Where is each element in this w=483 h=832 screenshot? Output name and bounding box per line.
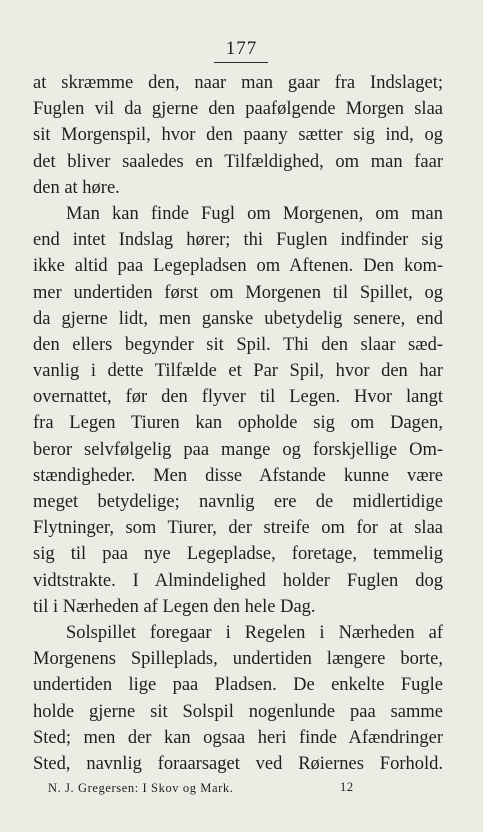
text-line: Sted, navnlig foraarsaget ved Røiernes Forhold.: [33, 753, 443, 774]
text-line: Sted; men der kan ogsaa heri finde Afændringer: [33, 727, 443, 748]
body-text: [33, 70, 443, 777]
text-line: undertiden lige paa Pladsen. De enkelte Fugle: [33, 675, 443, 696]
text-line: meget betydelige; navnlig ere de midlertidige: [33, 492, 443, 512]
text-line: ikke altid paa Legepladsen om Aftenen. Den kom-: [33, 256, 443, 277]
page-number-rule: [214, 62, 268, 63]
text-line: sig til paa nye Legepladse, foretage, temmelig: [33, 544, 443, 565]
text-line: vanlig i dette Tilfælde et Par Spil, hvor den har: [33, 361, 443, 382]
text-line: den ellers begynder sit Spil. Thi den slaar sæd-: [33, 334, 443, 355]
text-line: det bliver saaledes en Tilfældighed, om man faar: [33, 151, 443, 172]
text-line: Flytninger, som Tiurer, der streife om for at slaa: [33, 518, 443, 539]
signature-mark: 12: [340, 780, 354, 794]
page-number: 177: [225, 38, 258, 59]
text-line: overnattet, før den flyver til Legen. Hvor langt: [33, 387, 443, 408]
text-line: beror selvfølgelig paa mange og forskjellige Om-: [33, 439, 443, 460]
text-line: mer undertiden først om Morgenen til Spillet, og: [33, 282, 443, 303]
text-line: fra Legen Tiuren kan opholde sig om Dagen,: [33, 413, 443, 434]
text-line: holde gjerne sit Solspil nogenlunde paa samme: [33, 701, 443, 722]
text-line: den at høre.: [33, 177, 120, 198]
text-line: Fuglen vil da gjerne den paafølgende Morgen slaa: [33, 99, 443, 120]
text-line: at skræmme den, naar man gaar fra Indslaget;: [33, 73, 443, 93]
text-line: Solspillet foregaar i Regelen i Nærheden af: [66, 622, 443, 643]
text-line: sit Morgenspil, hvor den paany sætter sig ind, og: [33, 125, 443, 146]
text-line: stændigheder. Men disse Afstande kunne være: [33, 465, 443, 486]
text-line: til i Nærheden af Legen den hele Dag.: [33, 596, 316, 617]
footer-author-title: N. J. Gregersen: I Skov og Mark.: [48, 781, 234, 795]
text-line: da gjerne lidt, men ganske ubetydelig senere, end: [33, 308, 443, 329]
text-line: Man kan finde Fugl om Morgenen, om man: [66, 203, 443, 224]
text-line: vidtstrakte. I Almindelighed holder Fuglen dog: [33, 570, 443, 591]
text-line: Morgenens Spilleplads, undertiden længere borte,: [33, 649, 443, 670]
text-line: end intet Indslag hører; thi Fuglen indfinder sig: [33, 230, 443, 251]
